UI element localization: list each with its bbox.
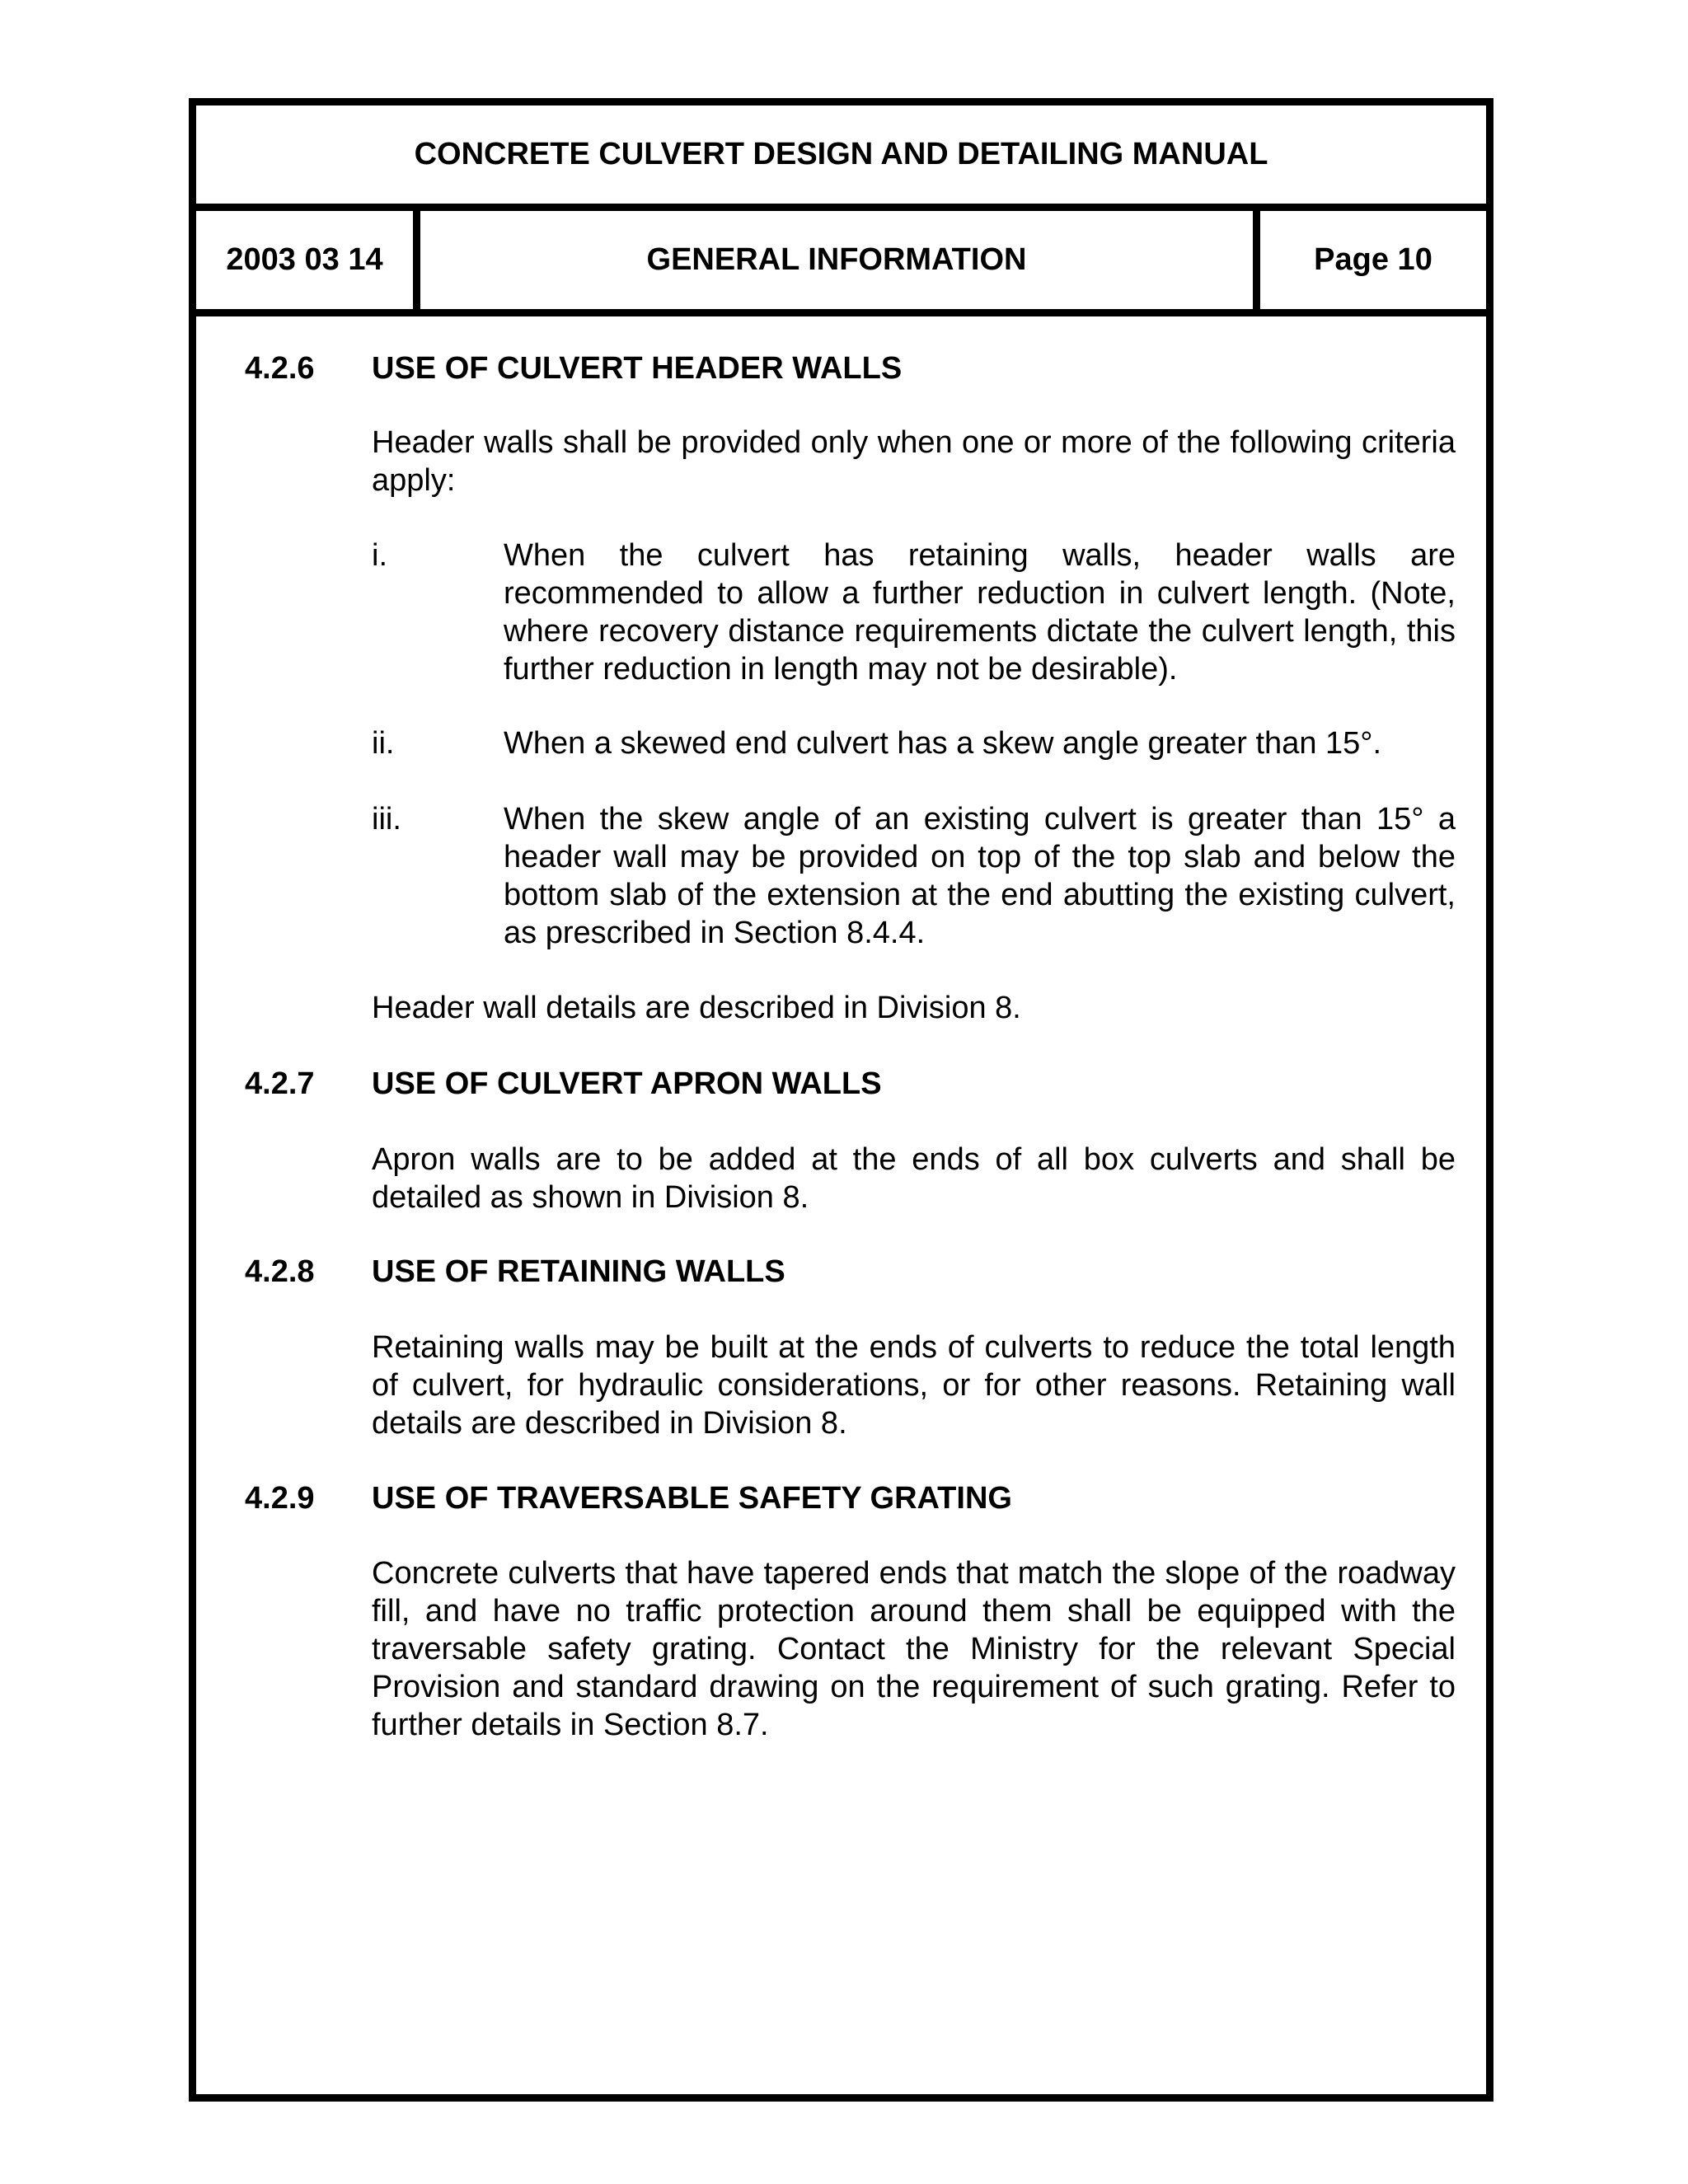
list-item-marker: iii. <box>372 802 401 837</box>
section-number: 4.2.6 <box>245 351 315 386</box>
section-body: Retaining walls may be built at the ends of culverts to reduce the total length of culvert, for hydraulic considerations, or for other reasons. Retaining wall details are described in Division 8. <box>372 1330 1456 1441</box>
section-title: USE OF CULVERT APRON WALLS <box>372 1066 882 1101</box>
section-title: USE OF CULVERT HEADER WALLS <box>372 351 903 386</box>
list-item-marker: i. <box>372 538 387 573</box>
section-body: Apron walls are to be added at the ends of all box culverts and shall be detailed as shown in Division 8. <box>372 1142 1456 1215</box>
header-page-number: Page 10 <box>1314 242 1432 277</box>
section-number: 4.2.7 <box>245 1066 315 1101</box>
section-number: 4.2.9 <box>245 1481 315 1516</box>
section-number: 4.2.8 <box>245 1254 315 1289</box>
section-title: USE OF TRAVERSABLE SAFETY GRATING <box>372 1481 1012 1516</box>
list-item-text: When the culvert has retaining walls, header walls are recommended to allow a further reduction in culvert length. (Note, where recovery distance requirements dictate the culvert length, this further reduction in length may not be desirable). <box>504 538 1456 687</box>
section-closing: Header wall details are described in Division 8. <box>372 991 1021 1025</box>
list-item-text: When a skewed end culvert has a skew angle greater than 15°. <box>504 726 1382 761</box>
list-item-text: When the skew angle of an existing culvert is greater than 15° a header wall may be provided on top of the top slab and below the bottom slab of the extension at the end abutting the existing culvert, as prescribed in Section 8.4.4. <box>504 802 1456 950</box>
section-body: Concrete culverts that have tapered ends that match the slope of the roadway fill, and have no traffic protection around them shall be equipped with the traversable safety grating. Contact the Ministry for the relevant Special Provision and standard drawing on the requirement of such grating. Refer to further details in Section 8.7. <box>372 1556 1456 1742</box>
header-date: 2003 03 14 <box>196 211 420 309</box>
section-title: USE OF RETAINING WALLS <box>372 1254 785 1289</box>
manual-title: CONCRETE CULVERT DESIGN AND DETAILING MANUAL <box>196 105 1486 211</box>
page-frame <box>189 98 1493 2102</box>
section-intro: Header walls shall be provided only when one or more of the following criteria apply: <box>372 425 1456 498</box>
header-section: GENERAL INFORMATION <box>420 211 1260 309</box>
header-row <box>196 211 1486 316</box>
list-item-marker: ii. <box>372 726 395 761</box>
